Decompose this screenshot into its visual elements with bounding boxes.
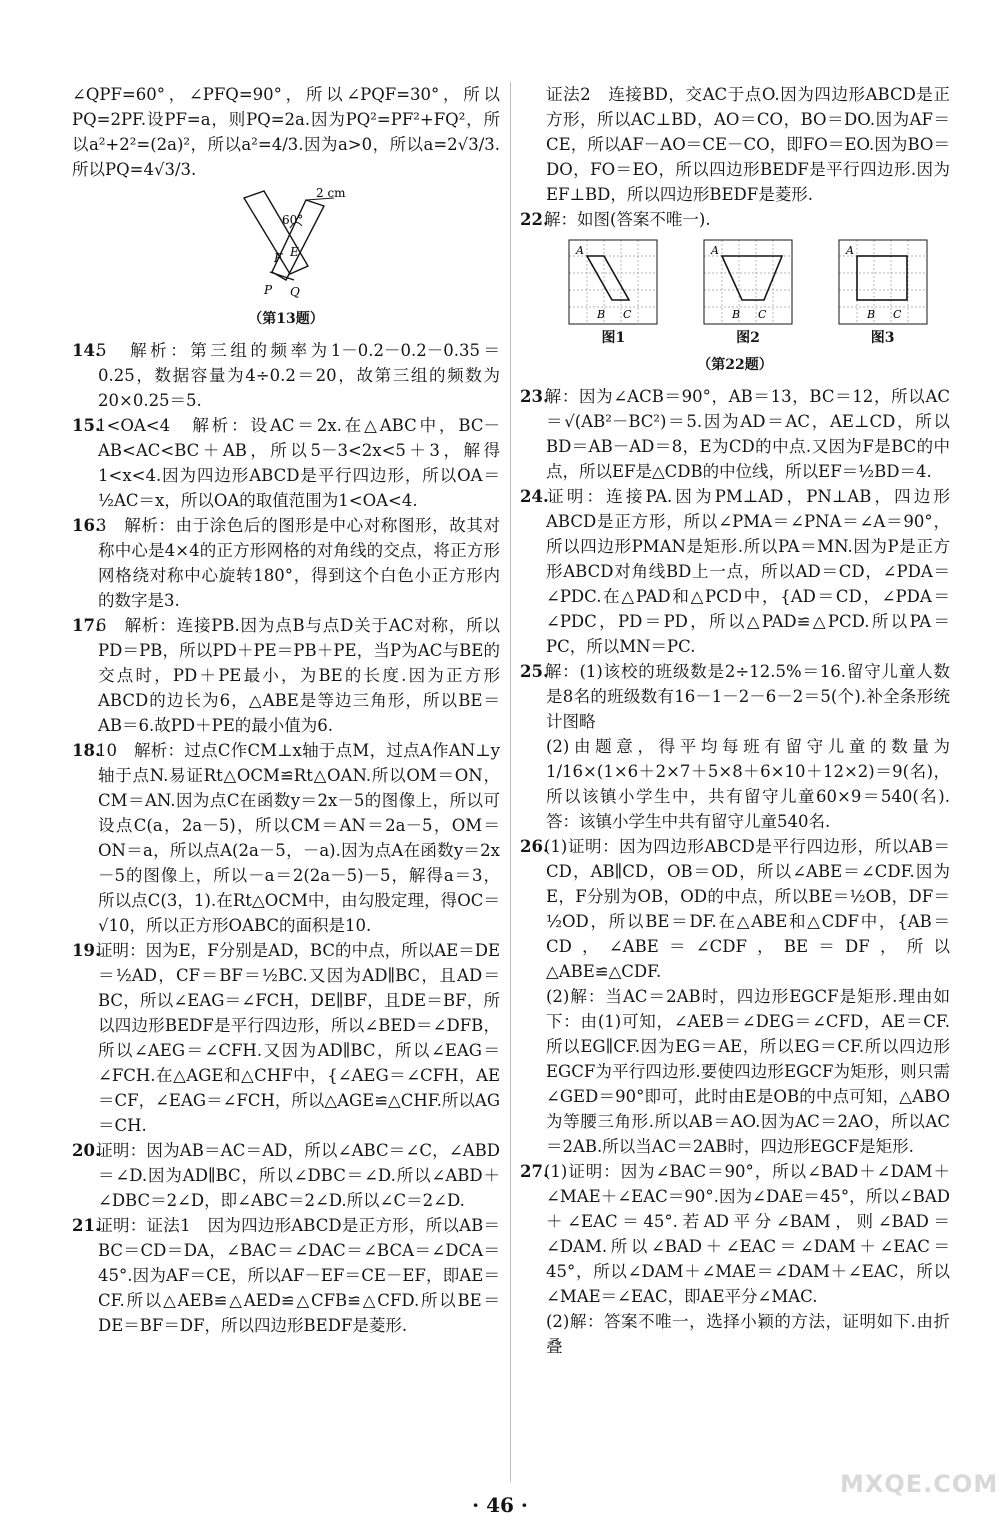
label-60: 60° (282, 213, 304, 227)
answer-item-27-part2: (2)解：答案不唯一，选择小颖的方法，证明如下.由折叠 (546, 1312, 950, 1356)
figure-22-grid-3 (837, 238, 929, 326)
answer-item-24: 24.证明：连接PA.因为PM⊥AD，PN⊥AB，四边形ABCD是正方形，所以∠PMA＝∠PNA＝∠A＝90°，所以四边形PMAN是矩形.所以PA＝MN.因为P是正方形ABCD对角线BD上一点，所以AD＝CD，∠PDA＝∠PDC.在△PAD和△PCD中，{AD＝CD，∠PDA＝∠PDC，PD＝PD，所以△PAD≌△PCD.所以PA＝PC，所以MN＝PC. (520, 487, 950, 656)
fig-label-1: 图1 (601, 330, 626, 346)
grid2-label-a: A (710, 244, 719, 257)
column-divider (510, 82, 511, 1482)
page-number: · 46 · (472, 1493, 528, 1517)
label-q: Q (290, 285, 300, 299)
label-e: E (290, 245, 299, 259)
answer-item-15: 15.1<OA<4 解析：设AC＝2x.在△ABC中，BC－AB<AC<BC＋AB，所以5－3<2x<5＋3，解得1<x<4.因为四边形ABCD是平行四边形，所以OA＝½AC＝x，所以OA的取值范围为1<OA<4. (72, 416, 500, 510)
right-column (520, 82, 950, 1359)
grid3-label-a: A (845, 244, 854, 257)
answer-item-25-part2: (2)由题意，得平均每班有留守儿童的数量为1/16×(1×6＋2×7＋5×8＋6×10＋12×2)＝9(名)，所以该镇小学生中，共有留守儿童60×9＝540(名).答：该镇小学生中共有留守儿童540名. (546, 737, 950, 831)
answer-item-21: 21.证明：证法1 因为四边形ABCD是正方形，所以AB＝BC＝CD＝DA，∠BAC＝∠DAC＝∠BCA＝∠DCA＝45°.因为AF＝CE，所以AF－EF＝CE－EF，即AE＝CF.所以△AEB≌△AED≌△CFB≌△CFD.所以BE＝DE＝BF＝DF，所以四边形BEDF是菱形. (72, 1216, 500, 1335)
answer-list-right (520, 384, 950, 1359)
answer-item-26-part1: 26.(1)证明：因为四边形ABCD是平行四边形，所以AB＝CD，AB∥CD，OB＝OD，所以∠ABE＝∠CDF.因为E，F分别为OB，OD的中点，所以BE＝½OB，DF＝½OD，所以BE＝DF.在△ABE和△CDF中，{AB＝CD，∠ABE＝∠CDF，BE＝DF，所以△ABE≌△CDF. (520, 837, 950, 981)
fig-label-3: 图3 (870, 330, 895, 346)
grid1-label-a: A (576, 244, 585, 257)
label-2cm: 2 cm (316, 188, 346, 200)
grid1-label-b: B (597, 308, 606, 321)
answer-item-26-part2: (2)解：当AC＝2AB时，四边形EGCF是矩形.理由如下：由(1)可知，∠AEB＝∠DEG＝∠CFD，AE＝CF.所以EG∥CF.因为EG＝AE，所以EG＝CF.所以四边形EGCF为平行四边形.要使四边形EGCF为矩形，则只需∠GED＝90°即可，此时由E是OB的中点可知，△ABO为等腰三角形.所以AB＝AO.因为AC＝2AO，所以AC＝2AB.所以当AC＝2AB时，四边形EGCF是矩形. (546, 987, 950, 1156)
grid3-label-b: B (866, 308, 875, 321)
figure-22-caption: （第22题） (697, 357, 773, 373)
figure-13-diagram (186, 188, 386, 303)
answer-item-16: 16.3 解析：由于涂色后的图形是中心对称图形，故其对称中心是4×4的正方形网格的对角线的交点，将正方形网格绕对称中心旋转180°，得到这个白色小正方形内的数字是3. (72, 516, 500, 610)
answer-item-27-part1: 27.(1)证明：因为∠BAC＝90°，所以∠BAD＋∠DAM＋∠MAE＋∠EAC＝90°.因为∠DAE＝45°，所以∠BAD＋∠EAC＝45°.若AD平分∠BAM，则∠BAD＝∠DAM.所以∠BAD＋∠EAC＝∠DAM＋∠EAC＝45°，所以∠DAM＋∠MAE＝∠DAM＋∠EAC，所以∠MAE＝∠EAC，即AE平分∠MAC. (520, 1162, 950, 1306)
figure-22-labels (520, 326, 950, 351)
proof-method-2: 证法2 连接BD，交AC于点O.因为四边形ABCD是正方形，所以AC⊥BD，AO＝CO，BO＝DO.因为AF＝CE，所以AF－AO＝CE－CO，即FO＝EO.因为BO＝DO，FO＝EO，所以四边形BEDF是平行四边形.因为EF⊥BD，所以四边形BEDF是菱形. (546, 85, 950, 204)
figure-22-grid-1 (567, 238, 659, 326)
answer-item-19: 19.证明：因为E，F分别是AD，BC的中点，所以AE＝DE＝½AD，CF＝BF＝½BC.又因为AD∥BC，且AD＝BC，所以∠EAG＝∠FCH，DE∥BF，且DE＝BF，所以四边形BEDF是平行四边形，所以∠BED＝∠DFB，所以∠AEG＝∠CFH.又因为AD∥BC，所以∠EAG＝∠FCH.在△AGE和△CHF中，{∠AEG＝∠CFH，AE＝CF，∠EAG＝∠FCH，所以△AGE≌△CHF.所以AG＝CH. (72, 941, 500, 1135)
label-p: P (264, 283, 273, 297)
grid3-label-c: C (892, 308, 902, 321)
answer-item-17: 17.6 解析：连接PB.因为点B与点D关于AC对称，所以PD＝PB，所以PD＋PE＝PB＋PE，当P为AC与BE的交点时，PD＋PE最小，为BE的长度.因为正方形ABCD的边长为6，△ABE是等边三角形，所以BE＝AB＝6.故PD＋PE的最小值为6. (72, 616, 500, 735)
figure-13-caption: （第13题） (248, 311, 324, 327)
grid2-label-b: B (731, 308, 741, 321)
left-column (72, 82, 500, 1338)
fig-label-2: 图2 (736, 330, 760, 346)
figure-13 (72, 188, 500, 303)
text-block: ∠QPF=60°，∠PFQ=90°，所以∠PQF=30°，所以PQ=2PF.设PF=a，则PQ=2a.因为PQ²=PF²+FQ²，所以a²+2²=(2a)²，所以a²=4/3.因为a>0，所以a=2√3/3.所以PQ=4√3/3. (72, 85, 500, 179)
figure-22-grid-2 (702, 238, 794, 326)
grid2-label-c: C (757, 308, 767, 321)
answer-list-left (72, 338, 500, 1338)
figure-22 (520, 238, 950, 326)
label-f: F (274, 251, 283, 265)
answer-item-23: 23.解：因为∠ACB＝90°，AB＝13，BC＝12，所以AC＝√(AB²－BC²)＝5.因为AD＝AC，AE⊥CD，所以BD＝AB－AD＝8，E为CD的中点.又因为F是BC的中点，所以EF是△CDB的中位线，所以EF＝½BD＝4. (520, 387, 950, 481)
answer-item-14: 14.5 解析：第三组的频率为1－0.2－0.2－0.35＝0.25，数据容量为4÷0.2＝20，故第三组的频数为20×0.25＝5. (72, 341, 500, 410)
grid1-label-c: C (623, 308, 632, 321)
answer-item-18: 18.10 解析：过点C作CM⊥x轴于点M，过点A作AN⊥y轴于点N.易证Rt△OCM≌Rt△OAN.所以OM＝ON，CM＝AN.因为点C在函数y＝2x－5的图像上，所以可设点C(a，2a－5)，所以CM＝AN＝2a－5，OM＝ON＝a，所以点A(2a－5，－a).因为点A在函数y＝2x－5的图像上，所以－a＝2(2a－5)－5，解得a＝3，所以点C(3，1).在Rt△OCM中，由勾股定理，得OC＝√10，所以正方形OABC的面积是10. (72, 741, 500, 935)
answer-item-22: 22.解：如图(答案不唯一). (520, 210, 711, 229)
watermark-logo: MXQE.COM (840, 1470, 999, 1498)
answer-item-25-part1: 25.解：(1)该校的班级数是2÷12.5%＝16.留守儿童人数是8名的班级数有16－1－2－6－2＝5(个).补全条形统计图略 (520, 662, 950, 731)
answer-item-20: 20.证明：因为AB＝AC＝AD，所以∠ABC＝∠C，∠ABD＝∠D.因为AD∥BC，所以∠DBC＝∠D.所以∠ABD＋∠DBC＝2∠D，即∠ABC＝2∠D.所以∠C＝2∠D. (72, 1141, 500, 1210)
